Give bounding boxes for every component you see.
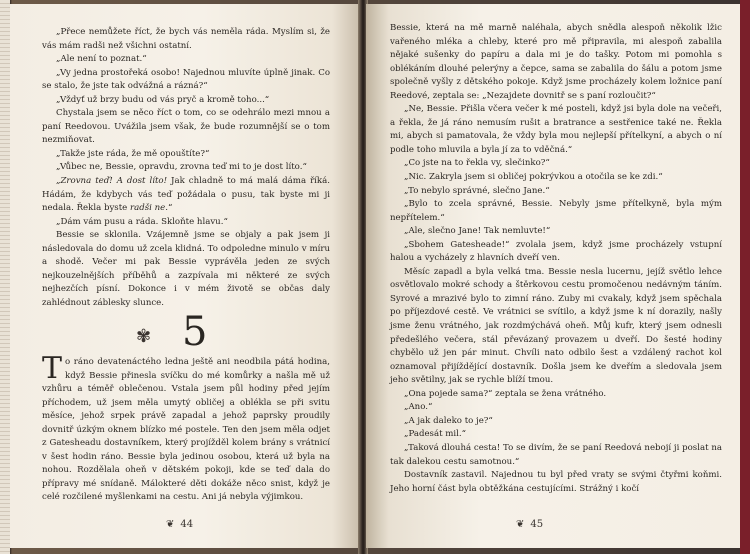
chapter-ornament-icon: ✾ [136, 326, 152, 347]
paragraph: „Ale, slečno Jane! Tak nemluvte!“ [404, 226, 551, 237]
right-page [366, 4, 748, 548]
paragraph: „Ano.“ [404, 402, 433, 413]
paragraph: Bessie se sklonila. Vzájemně jsme se objaly a pak jsem ji následovala do domu už zcela klidná. To odpoledne minulo v míru a shodě. Večer mi pak Bessie vyprávěla jeden ze svých nejkouzelnějších příběhů a zazpívala mi některé ze svých nejhezčích písní. Dokonce i v mém životě se občas daly zahlédnout záblesky slunce. [42, 230, 330, 308]
paragraph: „A jak daleko to je?“ [404, 415, 493, 426]
paragraph [42, 351, 330, 505]
paragraph: „Padesát mil.“ [404, 429, 467, 440]
paragraph: Měsíc zapadl a byla velká tma. Bessie nesla lucernu, jejíž světlo lehce osvětlovalo mokré schody a štěrkovou cestu promočenou nedávným táním. Syrové a mrazivé bylo to zimní ráno. Zuby mi cvakaly, když jsem spěchala po příjezdové cestě. Ve vrátnici se svítilo, a když jsme k ní dorazily, našly jsme ženu vrátného, jak rozdmýchává oheň. Můj kufr, který jsem odnesli předešlého večera, stál převázaný provazem u dveří. Do šesté hodiny chybělo už jen pár minut. Chvíli nato odbilo šest a vzdálený rachot kol oznamoval přijíždějící dostavník. Došla jsem ke dveřím a sledovala jsem jeho světilny, jak se rychle blíží tmou. [390, 266, 722, 386]
paragraph: Chystala jsem se něco říct o tom, co se odehrálo mezi mnou a paní Reedovou. Uvážila jsem však, že bude rozumnější se o tom nezmiňovat. [42, 108, 330, 146]
folio-ornament-icon: ❦ [516, 519, 525, 530]
chapter-number: 5 [182, 309, 208, 355]
paragraph: „Ona pojede sama?“ zeptala se žena vrátného. [404, 388, 607, 399]
paragraph: „Sbohem Gatesheade!“ zvolala jsem, když jsme procházely vstupní halou a vycházely z hlavních dveří ven. [390, 239, 722, 264]
left-page-text [42, 26, 330, 310]
page-number-value: 45 [530, 519, 544, 530]
text-run: Jak chladně to má malá dáma říká. Hádám, že kdybych vás teď požádala o pusu, tak byste mi ji nedala. Řekla byste [42, 176, 330, 214]
paragraph: „To nebylo správné, slečno Jane.“ [404, 185, 550, 196]
italic-phrase: radši ne [130, 203, 166, 214]
paragraph: „Takže jste ráda, že mě opouštíte?“ [56, 148, 210, 159]
right-page-text [390, 22, 722, 496]
chapter-text: o ráno devatenáctého ledna ještě ani neodbila pátá hodina, když Bessie přinesla svíčku do mé komůrky a našla mě už vzhůru a téměř oblečenou. Vstala jsem půl hodiny před jejím příchodem, už jsem měla umytý obličej a oblékla se při svitu měsíce, jehož srpek právě zapadal a jehož paprsky proudily dovnitř úzkým oknem blízko mé postele. Ten den jsem měla odjet z Gatesheadu dostavníkem, který projížděl kolem brány s vrátnicí v šest hodin ráno. Bessie byla jedinou osobou, která už byla na nohou. Rozdělala oheň v dětském pokoji, kde se teď dala do přípravy mé snídaně. Málokteré děti dokáže něco snist, když je celé rozčilené myšlenkami na cestu. Ani já nebyla výjimkou. [42, 357, 330, 503]
paragraph-italic [42, 175, 330, 216]
paragraph: „Ne, Bessie. Přišla včera večer k mé posteli, když jsi byla dole na večeři, a řekla, že já ráno nemusím rušit a bratrance a sestřenice také ne. Řekla mi, abych si pamatovala, že vždy byla mou nejlepší přítelkyní, a abych o ní podle toho mluvila a byla jí za to vděčná.“ [390, 104, 722, 155]
paragraph: „Vždyť už brzy budu od vás pryč a kromě toho...“ [56, 94, 270, 105]
italic-phrase: „Zrovna teď! A dost líto! [56, 176, 168, 187]
paragraph: „Nic. Zakryla jsem si obličej pokrývkou a otočila se ke zdi.“ [404, 172, 663, 183]
page-number-value: 44 [180, 519, 194, 530]
left-page [10, 4, 360, 548]
paragraph: „Co jste na to řekla vy, slečinko?“ [404, 158, 550, 169]
folio-ornament-icon: ❦ [166, 519, 175, 530]
page-number [166, 519, 193, 530]
paragraph: „Taková dlouhá cesta! To se divím, že se paní Reedová nebojí ji poslat na tak dalekou cestu samotnou.“ [390, 442, 722, 467]
paragraph: „Vůbec ne, Bessie, opravdu, zrovna teď mi to je dost líto.“ [56, 162, 307, 173]
paragraph: „Přece nemůžete říct, že bych vás neměla ráda. Myslím si, že vás mám radši než všichni ostatní. [42, 27, 330, 51]
paragraph: „Ale není to poznat.“ [56, 54, 147, 65]
page-number [516, 519, 543, 530]
chapter-heading [136, 310, 236, 360]
paragraph: Dostavník zastavil. Najednou tu byl před vraty se svými čtyřmi koňmi. Jeho horní část byla obtěžkána cestujícími. Strážný i kočí [390, 470, 722, 494]
chapter-opening [42, 351, 330, 505]
paragraph: „Bylo to zcela správné, Bessie. Nebyly jsme přítelkyně, byla mým nepřítelem.“ [390, 199, 722, 223]
paragraph: „Dám vám pusu a ráda. Skloňte hlavu.“ [56, 216, 228, 227]
page-edges [0, 0, 10, 554]
drop-cap: T [42, 351, 63, 386]
paragraph: „Vy jedna prostořeká osobo! Najednou mluvíte úplně jinak. Co se stalo, že jste tak odvážná a rázná?“ [42, 67, 330, 92]
text-run: .“ [165, 203, 173, 214]
cover-edge [740, 0, 750, 554]
paragraph: Bessie, která na mě marně naléhala, abych snědla alespoň několik lžic vařeného mléka a chleby, které pro mě připravila, mi alespoň zabalila nějaké sušenky do papíru a dala mi je do tašky. Potom mi pomohla s oblékáním dlouhé pelerýny a čepce, sama se zabalila do šálu a potom jsme společně vyšly z dětského pokoje. Když jsme procházely kolem ložnice paní Reedové, zeptala se: „Nezajdete dovnitř se s paní rozloučit?“ [390, 23, 722, 101]
